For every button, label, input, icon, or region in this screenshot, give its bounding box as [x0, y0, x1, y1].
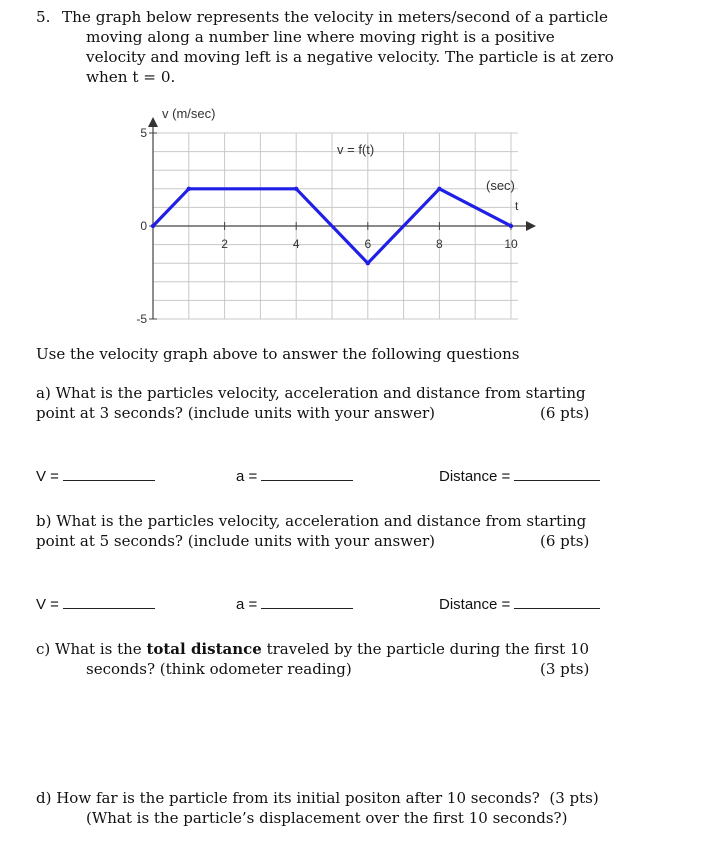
acceleration-label: a = — [236, 468, 258, 485]
part-b-points: (6 pts) — [540, 532, 590, 550]
part-c-pre: c) What is the — [36, 640, 147, 658]
x-tick-label: 4 — [292, 237, 300, 251]
velocity-answer-blank[interactable] — [63, 467, 155, 481]
part-d-line-1 — [36, 788, 599, 808]
part-b-distance-answer — [439, 595, 600, 613]
part-b-line-2: point at 5 seconds? (include units with your answer) — [36, 532, 435, 550]
distance-label: Distance = — [439, 468, 511, 485]
x-axis-arrow-icon — [526, 221, 536, 231]
velocity-label: V = — [36, 468, 59, 485]
y-tick-label: -5 — [136, 312, 147, 326]
part-a-line-2: point at 3 seconds? (include units with your answer) — [36, 404, 435, 422]
x-axis-label: t — [515, 199, 519, 213]
acceleration-answer-blank[interactable] — [261, 595, 353, 609]
intro-line-2: moving along a number line where moving right is a positive — [86, 28, 555, 46]
part-a-points: (6 pts) — [540, 404, 590, 422]
part-b-velocity-answer — [36, 595, 155, 613]
x-axis-unit-label: (sec) — [486, 178, 515, 193]
part-d-points: (3 pts) — [549, 789, 599, 807]
part-b-line-1: b) What is the particles velocity, acceleration and distance from starting — [36, 512, 587, 530]
velocity-point — [366, 261, 370, 265]
velocity-label: V = — [36, 596, 59, 613]
velocity-point — [151, 224, 155, 228]
part-a-acceleration-answer — [236, 467, 353, 485]
velocity-graph — [0, 0, 702, 340]
intro-line-4: when t = 0. — [86, 68, 176, 86]
y-axis-arrow-icon — [148, 117, 158, 127]
velocity-answer-blank[interactable] — [63, 595, 155, 609]
part-a-line-1: a) What is the particles velocity, acceleration and distance from starting — [36, 384, 586, 402]
part-c-line-1 — [36, 639, 589, 659]
part-c-bold: total distance — [146, 640, 262, 658]
y-tick-label: 0 — [140, 219, 147, 233]
distance-answer-blank[interactable] — [514, 467, 600, 481]
part-d-line-2: (What is the particle’s displacement over the first 10 seconds?) — [86, 809, 568, 827]
x-tick-label: 10 — [504, 237, 518, 251]
part-d-question: d) How far is the particle from its initial positon after 10 seconds? — [36, 789, 540, 807]
part-c-points: (3 pts) — [540, 660, 590, 678]
distance-answer-blank[interactable] — [514, 595, 600, 609]
acceleration-label: a = — [236, 596, 258, 613]
part-a-velocity-answer — [36, 467, 155, 485]
x-tick-label: 8 — [436, 237, 443, 251]
chart-title: v = f(t) — [337, 142, 375, 157]
part-a-distance-answer — [439, 467, 600, 485]
velocity-point — [187, 187, 191, 191]
velocity-point — [294, 187, 298, 191]
y-axis-label: v (m/sec) — [162, 106, 216, 121]
intro-line-1: The graph below represents the velocity in meters/second of a particle — [62, 8, 608, 26]
part-b-acceleration-answer — [236, 595, 353, 613]
question-number: 5. — [36, 8, 51, 26]
x-tick-label: 6 — [364, 237, 372, 251]
distance-label: Distance = — [439, 596, 511, 613]
y-tick-label: 5 — [140, 126, 147, 140]
part-c-line-2: seconds? (think odometer reading) — [86, 660, 352, 678]
acceleration-answer-blank[interactable] — [261, 467, 353, 481]
instructions: Use the velocity graph above to answer the following questions — [36, 345, 520, 363]
x-tick-label: 2 — [221, 237, 228, 251]
velocity-point — [509, 224, 513, 228]
velocity-point — [437, 187, 441, 191]
part-c-post: traveled by the particle during the first 10 — [261, 640, 590, 658]
intro-line-3: velocity and moving left is a negative velocity. The particle is at zero — [86, 48, 614, 66]
